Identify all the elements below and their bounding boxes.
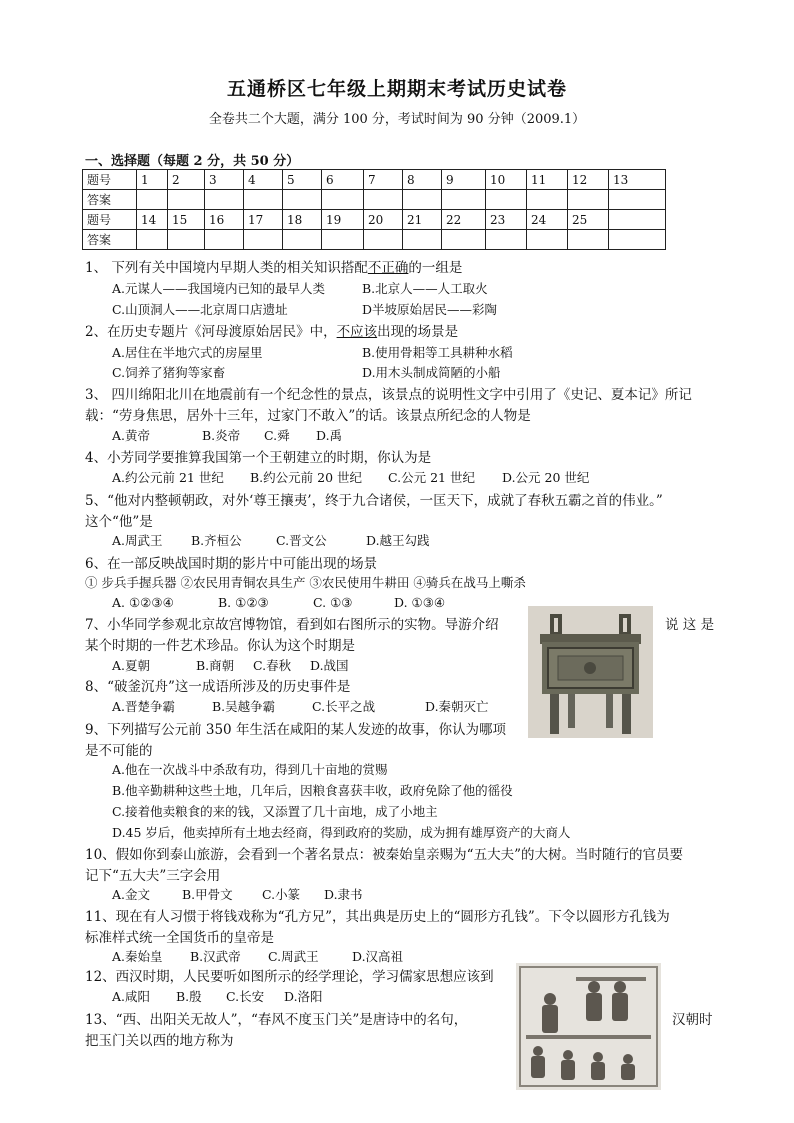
- question-text: 的一组是: [408, 260, 463, 276]
- question-5: 5、“他对内整顿朝政，对外‘尊王攘夷’，终于九合诸侯，一匡天下，成就了春秋五霸之首的伟业。”: [85, 493, 663, 509]
- table-cell: 12: [568, 170, 609, 190]
- question-13: 13、“西、出阳关无故人”，“春风不度玉门关”是唐诗中的名句，: [85, 1012, 468, 1028]
- option-a[interactable]: A.他在一次战斗中杀敌有功，得到几十亩地的赏赐: [112, 762, 388, 777]
- table-cell: 7: [364, 170, 403, 190]
- answer-cell[interactable]: [168, 230, 205, 250]
- question-7: 7、小华同学参观北京故宫博物馆，看到如右图所示的实物。导游介绍: [85, 617, 499, 633]
- question-7-tail: 说 这 是: [665, 617, 715, 633]
- answer-table: [82, 169, 666, 250]
- table-cell: 23: [486, 210, 527, 230]
- answer-cell[interactable]: [403, 190, 442, 210]
- table-cell: 6: [322, 170, 364, 190]
- question-text: 出现的场景是: [377, 324, 459, 340]
- option-c[interactable]: C.春秋: [253, 658, 292, 673]
- answer-cell[interactable]: [322, 230, 364, 250]
- table-cell: 5: [283, 170, 322, 190]
- table-cell: 3: [205, 170, 244, 190]
- table-cell: 10: [486, 170, 527, 190]
- option-a[interactable]: A.居住在半地穴式的房屋里: [112, 345, 263, 360]
- table-cell: 题号: [83, 210, 137, 230]
- option-d[interactable]: D.秦朝灭亡: [425, 699, 489, 714]
- answer-cell[interactable]: [442, 190, 486, 210]
- table-row: [83, 170, 666, 190]
- answer-cell[interactable]: [364, 190, 403, 210]
- option-d[interactable]: D.汉高祖: [352, 949, 404, 964]
- option-b[interactable]: B.齐桓公: [191, 533, 242, 548]
- bronze-ding-image: [528, 606, 653, 738]
- lecture-relief-image: [516, 963, 661, 1090]
- answer-cell[interactable]: [364, 230, 403, 250]
- table-row: [83, 230, 666, 250]
- answer-cell[interactable]: [283, 190, 322, 210]
- option-b[interactable]: B.吴越争霸: [212, 699, 276, 714]
- table-cell: 答案: [83, 230, 137, 250]
- option-d[interactable]: D.越王勾践: [366, 533, 430, 548]
- answer-cell[interactable]: [527, 230, 568, 250]
- answer-cell[interactable]: [486, 230, 527, 250]
- option-d[interactable]: D.战国: [310, 658, 349, 673]
- option-b[interactable]: B.北京人——人工取火: [362, 281, 488, 296]
- option-c[interactable]: C.晋文公: [276, 533, 327, 548]
- emphasis-text: 不应该: [336, 324, 378, 340]
- table-cell: 1: [137, 170, 168, 190]
- question-7-cont: 某个时期的一件艺术珍品。你认为这个时期是: [85, 638, 355, 654]
- question-text: 1、 下列有关中国境内早期人类的相关知识搭配: [85, 260, 368, 276]
- option-a[interactable]: A.咸阳: [112, 989, 151, 1004]
- question-11: 11、现在有人习惯于将钱戏称为“孔方兄”，其出典是历史上的“圆形方孔钱”。下令以圆形方孔钱为: [85, 909, 670, 925]
- option-b[interactable]: B.炎帝: [202, 428, 241, 443]
- question-text: 2、在历史专题片《河母渡原始居民》中，: [85, 324, 337, 340]
- answer-cell[interactable]: [568, 190, 609, 210]
- table-cell: 题号: [83, 170, 137, 190]
- option-a[interactable]: A.秦始皇: [112, 949, 163, 964]
- option-a[interactable]: A.夏朝: [112, 658, 151, 673]
- table-cell: 4: [244, 170, 283, 190]
- question-10: 10、假如你到泰山旅游，会看到一个著名景点：被秦始皇亲赐为“五大夫”的大树。当时随行的官员要: [85, 847, 683, 863]
- answer-cell[interactable]: [442, 230, 486, 250]
- table-cell: 17: [244, 210, 283, 230]
- table-row: [83, 210, 666, 230]
- option-c[interactable]: C.小篆: [262, 887, 301, 902]
- option-c[interactable]: C.接着他卖粮食的来的钱，又添置了几十亩地，成了小地主: [112, 804, 438, 819]
- option-b[interactable]: B.甲骨文: [182, 887, 233, 902]
- exam-info: 全卷共二个大题，满分 100 分，考试时间为 90 分钟（2009.1）: [208, 112, 586, 127]
- question-2: [85, 320, 458, 340]
- section-heading: 一、选择题（每题 2 分，共 50 分）: [85, 154, 300, 169]
- question-11-cont: 标准样式统一全国货币的皇帝是: [85, 930, 274, 946]
- option-a[interactable]: A. ①②③④: [112, 595, 174, 610]
- answer-cell[interactable]: [403, 230, 442, 250]
- table-cell: 15: [168, 210, 205, 230]
- table-row: [83, 190, 666, 210]
- question-12: 12、西汉时期，人民要听如图所示的经学理论，学习儒家思想应该到: [85, 969, 494, 985]
- question-13-tail: 汉朝时: [672, 1012, 713, 1028]
- answer-cell[interactable]: [244, 230, 283, 250]
- option-c[interactable]: C. ①③: [313, 595, 353, 610]
- option-c[interactable]: C.周武王: [268, 949, 319, 964]
- answer-cell[interactable]: [205, 230, 244, 250]
- option-c[interactable]: C.山顶洞人——北京周口店遗址: [112, 302, 288, 317]
- option-a[interactable]: A.周武王: [112, 533, 163, 548]
- option-d[interactable]: D半坡原始居民——彩陶: [362, 302, 498, 317]
- question-4: 4、小芳同学要推算我国第一个王朝建立的时期，你认为是: [85, 450, 432, 466]
- table-cell: 24: [527, 210, 568, 230]
- option-c[interactable]: C.公元 21 世纪: [388, 470, 475, 485]
- table-cell: 14: [137, 210, 168, 230]
- table-cell: 16: [205, 210, 244, 230]
- answer-cell[interactable]: [568, 230, 609, 250]
- table-cell: 13: [609, 170, 666, 190]
- table-cell: [609, 210, 666, 230]
- option-c[interactable]: C.饲养了猪狗等家畜: [112, 365, 226, 380]
- option-a[interactable]: A.金文: [112, 887, 151, 902]
- table-cell: 答案: [83, 190, 137, 210]
- question-6: 6、在一部反映战国时期的影片中可能出现的场景: [85, 556, 378, 572]
- question-3-cont: 载：“劳身焦思，居外十三年，过家门不敢入”的话。该景点所纪念的人物是: [85, 408, 531, 424]
- question-9: 9、下列描写公元前 350 年生活在咸阳的某人发迹的故事，你认为哪项: [85, 722, 506, 738]
- question-5-cont: 这个“他”是: [85, 514, 153, 530]
- option-b[interactable]: B.使用骨耜等工具耕种水稻: [362, 345, 513, 360]
- answer-cell[interactable]: [486, 190, 527, 210]
- table-cell: 2: [168, 170, 205, 190]
- table-cell: 9: [442, 170, 486, 190]
- option-b[interactable]: B.他辛勤耕种这些土地，几年后，因粮食喜获丰收，政府免除了他的徭役: [112, 783, 513, 798]
- option-b[interactable]: B. ①②③: [218, 595, 269, 610]
- table-cell: 8: [403, 170, 442, 190]
- question-3: 3、 四川绵阳北川在地震前有一个纪念性的景点，该景点的说明性文字中引用了《史记、夏本记》所记: [85, 387, 692, 403]
- table-cell: 21: [403, 210, 442, 230]
- option-b[interactable]: B.商朝: [196, 658, 235, 673]
- option-c[interactable]: C.长安: [226, 989, 265, 1004]
- option-c[interactable]: C.长平之战: [312, 699, 376, 714]
- option-b[interactable]: B.汉武帝: [190, 949, 241, 964]
- option-d[interactable]: D.隶书: [324, 887, 363, 902]
- answer-cell[interactable]: [137, 190, 168, 210]
- question-6-items: ① 步兵手握兵器 ②农民用青铜农具生产 ③农民使用牛耕田 ④骑兵在战马上嘶杀: [85, 575, 526, 590]
- option-d[interactable]: D.45 岁后，他卖掉所有土地去经商，得到政府的奖励，成为拥有雄厚资产的大商人: [112, 825, 571, 840]
- table-cell: 25: [568, 210, 609, 230]
- option-d[interactable]: D.用木头制成简陋的小船: [362, 365, 501, 380]
- option-d[interactable]: D.洛阳: [284, 989, 323, 1004]
- option-d[interactable]: D.禹: [316, 428, 343, 443]
- answer-cell[interactable]: [205, 190, 244, 210]
- table-cell: 19: [322, 210, 364, 230]
- question-13-cont: 把玉门关以西的地方称为: [85, 1033, 234, 1049]
- option-c[interactable]: C.舜: [264, 428, 290, 443]
- answer-cell[interactable]: [283, 230, 322, 250]
- table-cell: 22: [442, 210, 486, 230]
- answer-cell[interactable]: [168, 190, 205, 210]
- question-8: 8、“破釜沉舟”这一成语所涉及的历史事件是: [85, 679, 351, 695]
- question-10-cont: 记下“五大夫”三字会用: [85, 868, 221, 884]
- option-d[interactable]: D. ①③④: [394, 595, 446, 610]
- question-1: [85, 256, 462, 276]
- option-a[interactable]: A.约公元前 21 世纪: [112, 470, 224, 485]
- emphasis-text: 不正确: [367, 260, 409, 276]
- answer-cell[interactable]: [322, 190, 364, 210]
- table-cell: 18: [283, 210, 322, 230]
- answer-cell[interactable]: [609, 190, 666, 210]
- question-9-cont: 是不可能的: [85, 743, 153, 759]
- option-a[interactable]: A.元谋人——我国境内已知的最早人类: [112, 281, 326, 296]
- answer-cell[interactable]: [137, 230, 168, 250]
- table-cell: 20: [364, 210, 403, 230]
- option-b[interactable]: B.殷: [176, 989, 202, 1004]
- option-a[interactable]: A.晋楚争霸: [112, 699, 176, 714]
- option-b[interactable]: B.约公元前 20 世纪: [250, 470, 363, 485]
- answer-cell[interactable]: [609, 230, 666, 250]
- page-title: 五通桥区七年级上期期末考试历史试卷: [226, 78, 567, 100]
- answer-cell[interactable]: [244, 190, 283, 210]
- answer-cell[interactable]: [527, 190, 568, 210]
- option-a[interactable]: A.黄帝: [112, 428, 151, 443]
- option-d[interactable]: D.公元 20 世纪: [502, 470, 590, 485]
- table-cell: 11: [527, 170, 568, 190]
